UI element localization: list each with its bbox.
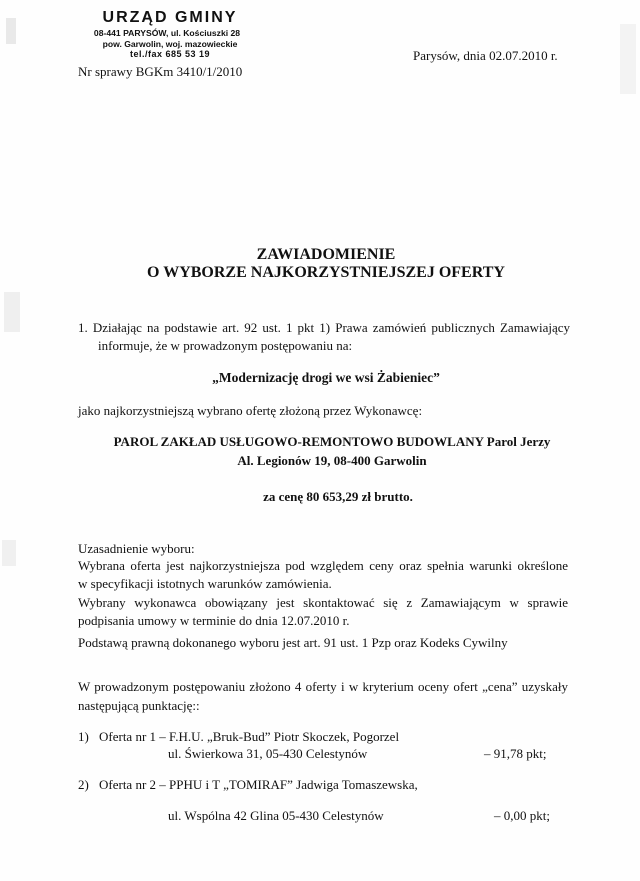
scan-artifact — [4, 292, 20, 332]
stamp-title: URZĄD GMINY — [102, 9, 238, 26]
justification-line3: Wybrany wykonawca obowiązany jest skontaktować się z Zamawiającym w sprawie — [78, 595, 568, 610]
place-date: Parysów, dnia 02.07.2010 r. — [413, 48, 558, 63]
stamp-phone: tel./fax 685 53 19 — [129, 49, 211, 59]
offer-number: 1) — [78, 729, 89, 744]
justification-line4: podpisania umowy w terminie do dnia 12.07.2010 r. — [78, 613, 350, 628]
stamp-region: pow. Garwolin, woj. mazowieckie — [102, 38, 238, 49]
justification-line1: Wybrana oferta jest najkorzystniejsza pod względem ceny oraz spełnia warunki określone — [78, 558, 568, 573]
justification-line2: w specyfikacji istotnych warunków zamówienia. — [78, 576, 332, 591]
point1-line2: informuje, że w prowadzonym postępowaniu na: — [98, 338, 353, 353]
selected-intro: jako najkorzystniejszą wybrano ofertę złożoną przez Wykonawcę: — [78, 403, 423, 418]
offers-intro-line1: W prowadzonym postępowaniu złożono 4 oferty i w kryterium oceny ofert „cena” uzyskały — [78, 679, 568, 694]
justification-heading: Uzasadnienie wyboru: — [78, 541, 195, 556]
scan-artifact — [620, 24, 636, 94]
office-stamp — [80, 8, 260, 60]
document-subtitle: O WYBORZE NAJKORZYSTNIEJSZEJ OFERTY — [147, 264, 505, 281]
offer-line2: ul. Świerkowa 31, 05-430 Celestynów — [168, 746, 368, 761]
scan-artifact — [2, 540, 16, 566]
offer-line1: Oferta nr 2 – PPHU i T „TOMIRAF” Jadwiga Tomaszewska, — [99, 777, 418, 792]
price: za cenę 80 653,29 zł brutto. — [263, 489, 413, 504]
stamp-address: 08-441 PARYSÓW, ul. Kościuszki 28 — [93, 28, 241, 38]
document-title: ZAWIADOMIENIE — [256, 246, 396, 263]
offer-score: – 0,00 pkt; — [494, 808, 550, 823]
offer-line1: Oferta nr 1 – F.H.U. „Bruk-Bud” Piotr Skoczek, Pogorzel — [99, 729, 400, 744]
offer-line2: ul. Wspólna 42 Glina 05-430 Celestynów — [168, 808, 384, 823]
point1-line1: 1. Działając na podstawie art. 92 ust. 1 pkt 1) Prawa zamówień publicznych Zamawiający — [78, 320, 570, 335]
contractor-name: PAROL ZAKŁAD USŁUGOWO-REMONTOWO BUDOWLANY Parol Jerzy — [113, 434, 551, 449]
offer-score: – 91,78 pkt; — [484, 746, 547, 761]
justification-line5: Podstawą prawną dokonanego wyboru jest art. 91 ust. 1 Pzp oraz Kodeks Cywilny — [78, 635, 508, 650]
scan-artifact — [6, 18, 16, 44]
offer-number: 2) — [78, 777, 89, 792]
project-name: „Modernizację drogi we wsi Żabieniec” — [212, 370, 440, 385]
offers-intro-line2: następującą punktację:: — [78, 698, 200, 713]
case-number: Nr sprawy BGKm 3410/1/2010 — [78, 64, 243, 79]
contractor-address: Al. Legionów 19, 08-400 Garwolin — [237, 453, 427, 468]
